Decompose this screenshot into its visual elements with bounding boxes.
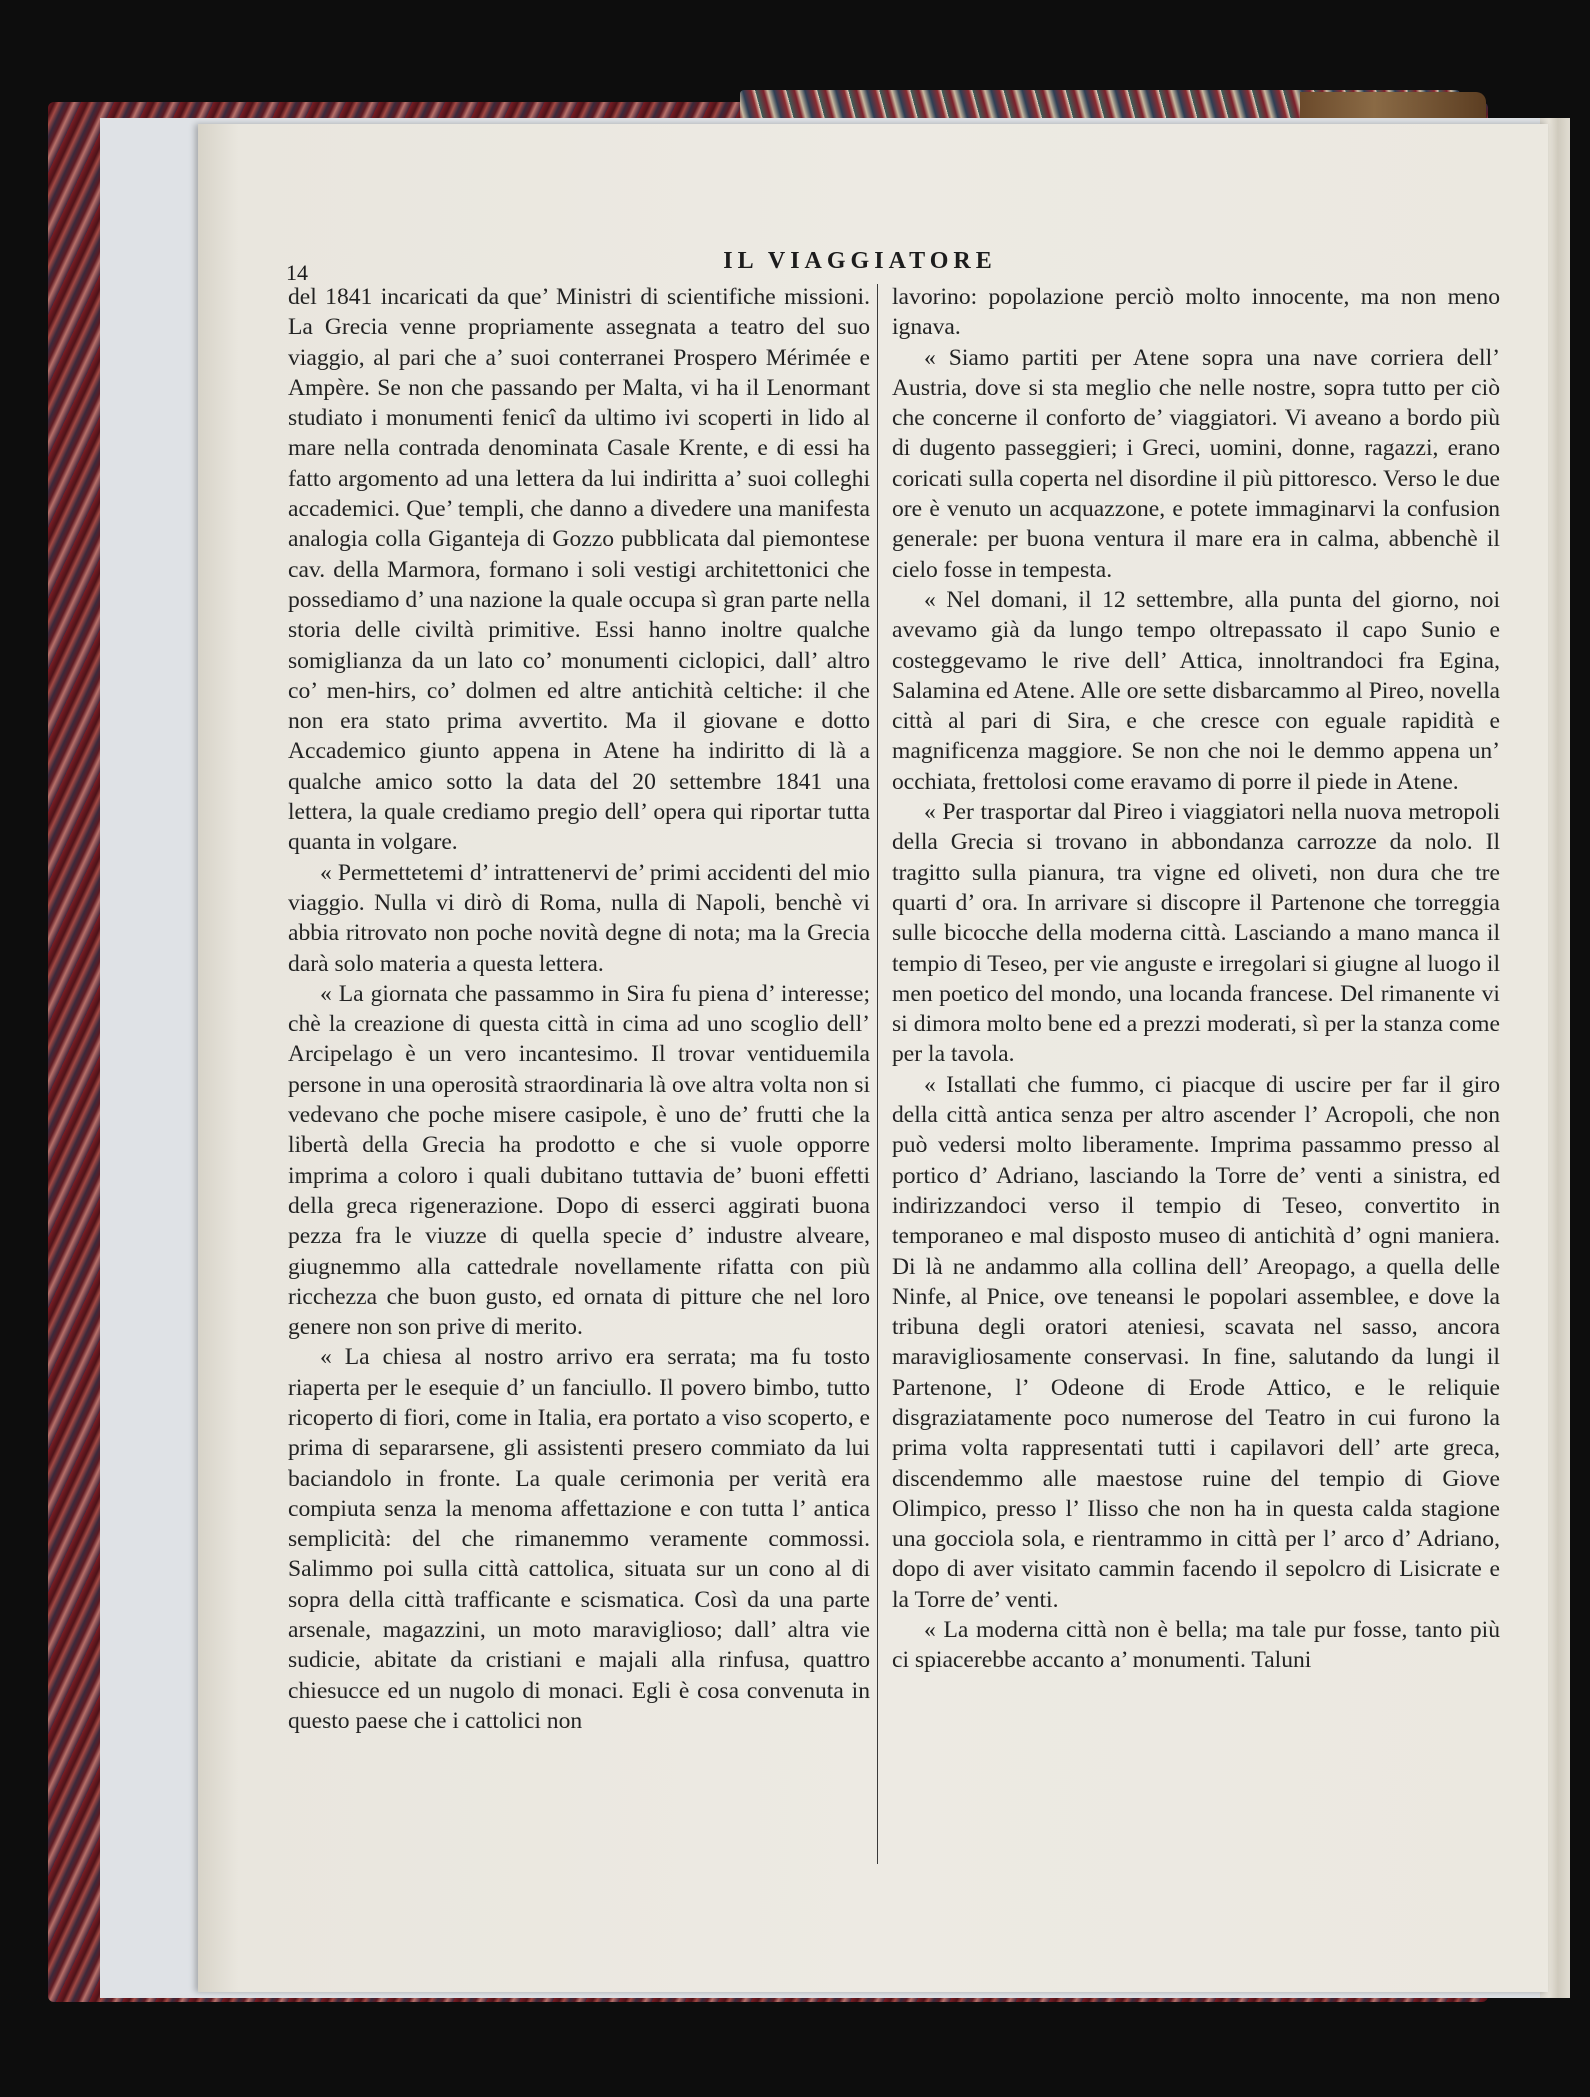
paragraph: « Per trasportar dal Pireo i viaggiatori nella nuova metropoli della Grecia si trovano in abbondanza carrozze da nolo. Il tragitto sulla pianura, tra vigne ed oliveti, non dura che tre quarti d’ ora. In arrivare si discopre il Partenone che torreggia sulle bicocche della moderna città. Lasciando a mano manca il tempio di Teseo, per vie anguste e irregolari si giugne al luogo il men poetico del mondo, una locanda francese. Del rimanente vi si dimora molto bene ed a prezzi moderati, sì per la stanza come per la tavola. [892,799,1500,1068]
paragraph: del 1841 incaricati da que’ Ministri di scientifiche missioni. La Grecia venne propriamente assegnata a teatro del suo viaggio, al pari che a’ suoi conterranei Prospero Mérimée e Ampère. Se non che passando per Malta, vi ha il Lenormant studiato i monumenti fenicî da ultimo ivi scoperti in lido al mare nella contrada denominata Casale Krente, e di essi ha fatto argomento ad una lettera da lui indiritta a’ suoi colleghi accademici. Que’ templi, che danno a divedere una manifesta analogia colla Giganteja di Gozzo pubblicata dal piemontese cav. della Marmora, formano i soli vestigi architettonici che possediamo d’ una nazione la quale occupa sì gran parte nella storia delle civiltà primitive. Essi hanno inoltre qualche somiglianza da un lato co’ monumenti ciclopici, dall’ altro co’ men-hirs, co’ dolmen ed altre antichità celtiche: il che non era stato prima avvertito. Ma il giovane e dotto Accademico giunto appena in Atene ha indiritto di là a qualche amico sotto la data del 20 settembre 1841 una lettera, la quale crediamo pregio dell’ opera qui riportar tutta quanta in volgare. [288,284,870,856]
paragraph: « La chiesa al nostro arrivo era serrata; ma fu tosto riaperta per le esequie d’ un fanciullo. Il povero bimbo, tutto ricoperto di fiori, come in Italia, era portato a viso scoperto, e prima di separarsene, gli assistenti presero commiato da lui baciandolo in fronte. La quale cerimonia per verità era compiuta senza la menoma affettazione e con tutta l’ antica semplicità: del che rimanemmo veramente commossi. Salimmo poi sulla città cattolica, situata sur un cono al di sopra della città trafficante e scismatica. Così da una parte arsenale, magazzini, un moto maraviglioso; dall’ altra vie sudicie, abitate da cristiani e majali alla rinfusa, quattro chiesucce ed un nugolo di monaci. Egli è cosa convenuta in questo paese che i cattolici non [288,1344,870,1734]
right-column [892,282,1500,1676]
paragraph: « Permettetemi d’ intrattenervi de’ primi accidenti del mio viaggio. Nulla vi dirò di Roma, nulla di Napoli, benchè vi abbia ritrovato non poche novità degne di nota; ma la Grecia darà solo materia a questa lettera. [288,859,870,977]
running-head: IL VIAGGIATORE [723,248,997,274]
paragraph: lavorino: popolazione perciò molto innocente, ma non meno ignava. [892,284,1500,341]
left-column [288,282,870,1736]
paragraph: « Istallati che fummo, ci piacque di uscire per far il giro della città antica senza per altro ascender l’ Acropoli, che non può vedersi molto liberamente. Imprima passammo presso al portico d’ Adriano, lasciando la Torre de’ venti a sinistra, ed indirizzandoci verso il tempio di Teseo, convertito in temporaneo e mal disposto museo di antichità d’ ogni maniera. Di là ne andammo alla collina dell’ Areopago, a quella delle Ninfe, al Pnice, ove teneansi le popolari assemblee, e dove la tribuna degli oratori ateniesi, scavata nel sasso, ancora maravigliosamente conservasi. In fine, salutando da lungi il Partenone, l’ Odeone di Erode Attico, e le reliquie disgraziatamente poco numerose del Teatro in cui furono la prima volta rappresentati tutti i capilavori dell’ arte greca, discendemmo alle maestose ruine del tempio di Giove Olimpico, presso l’ Ilisso che non ha in questa calda stagione una gocciola sola, e rientrammo in città per l’ arco d’ Adriano, dopo di aver visitato cammin facendo il sepolcro di Lisicrate e la Torre de’ venti. [892,1071,1500,1613]
column-rule [877,284,878,1864]
paragraph: « La moderna città non è bella; ma tale pur fosse, tanto più ci spiacerebbe accanto a’ monumenti. Taluni [892,1617,1500,1674]
paragraph: « Nel domani, il 12 settembre, alla punta del giorno, noi avevamo già da lungo tempo oltrepassato il capo Sunio e costeggevamo le rive dell’ Attica, innoltrandoci fra Egina, Salamina ed Atene. Alle ore sette disbarcammo al Pireo, novella città al pari di Sira, e che cresce con eguale rapidità e magnificenza maggiore. Se non che noi le demmo appena un’ occhiata, frettolosi come eravamo di porre il piede in Atene. [892,586,1500,795]
page-number: 14 [286,260,308,285]
paragraph: « Siamo partiti per Atene sopra una nave corriera dell’ Austria, dove si sta meglio che nelle nostre, sopra tutto per ciò che concerne il conforto de’ viaggiatori. Vi aveano a bordo più di dugento passeggieri; i Greci, uomini, donne, ragazzi, erano coricati sulla coperta nel disordine il più pittoresco. Verso le due ore è venuto un acquazzone, e potete immaginarvi la confusion generale: per buona ventura il mare era in calma, abbenchè il cielo fosse in tempesta. [892,344,1500,583]
paragraph: « La giornata che passammo in Sira fu piena d’ interesse; chè la creazione di questa città in cima ad uno scoglio dell’ Arcipelago è un vero incantesimo. Il trovar ventiduemila persone in una operosità straordinaria là ove altra volta non si vedevano che poche misere casipole, è uno de’ frutti che la libertà della Grecia ha prodotto e che si vuole opporre imprima a coloro i quali dubitano tuttavia de’ buoni effetti della greca rigenerazione. Dopo di esserci aggirati buona pezza fra le viuzze di quella specie d’ industre alveare, giugnemmo alla cattedrale novellamente rifatta con più ricchezza che buon gusto, ed ornata di pitture che nel loro genere non son prive di merito. [288,980,870,1341]
